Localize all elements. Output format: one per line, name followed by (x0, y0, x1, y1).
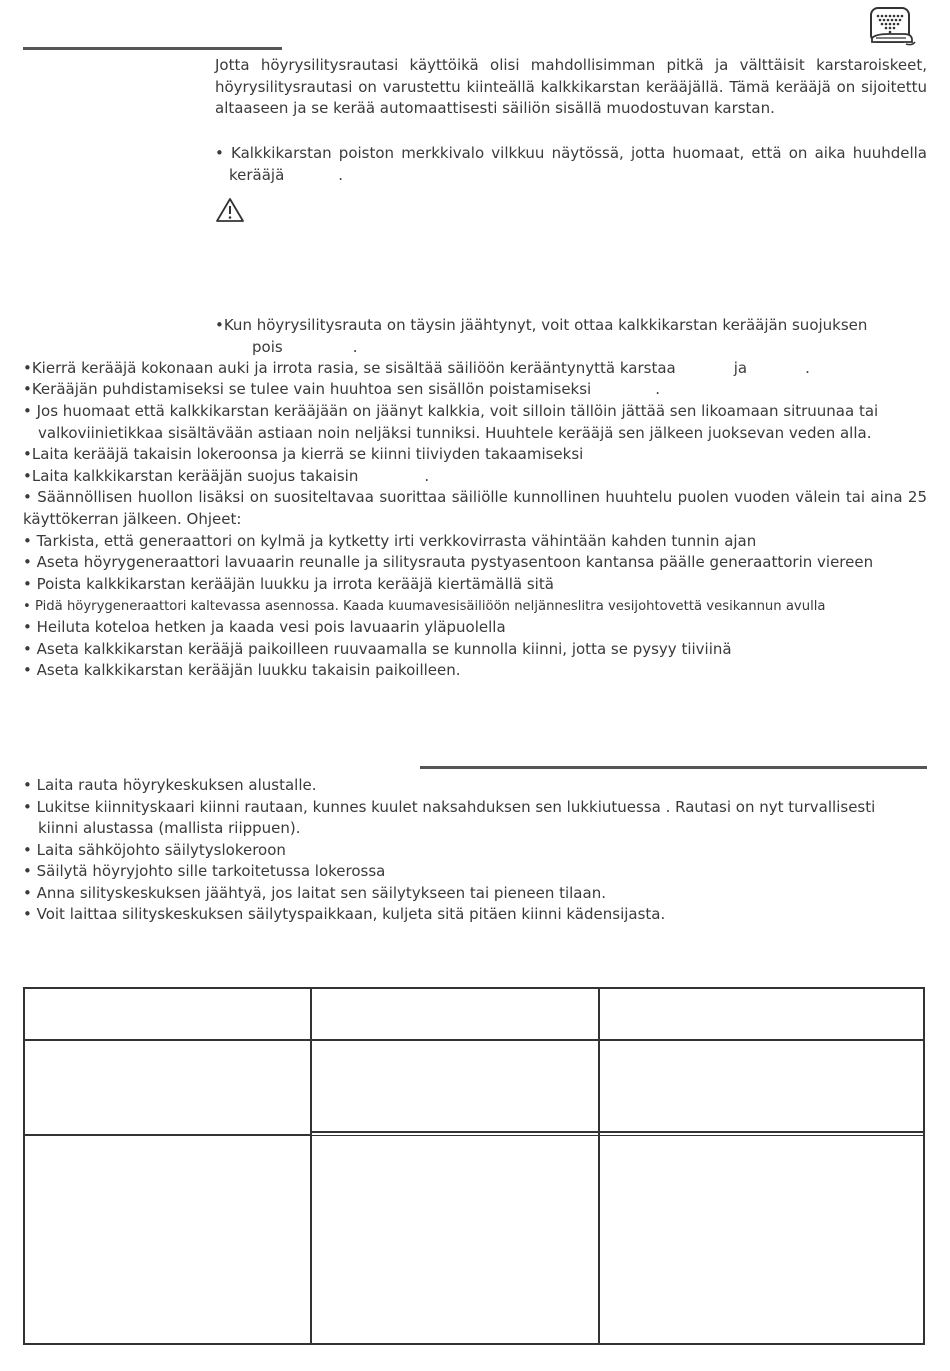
steam-iron-descaling-icon (866, 6, 916, 50)
step-soak: • Jos huomaat että kalkkikarstan kerääjään on jäänyt kalkkia, voit silloin tällöin jättää sen likoamaan sitruunaa tai (23, 402, 879, 420)
storage-heading-rule (420, 766, 927, 769)
rinse-step: • Aseta höyrygeneraattori lavuaarin reunalle ja silitysrauta pystyasentoon kantansa päälle generaattorin viereen (23, 553, 874, 571)
storage-step: • Säilytä höyryjohto sille tarkoitetussa lokerossa (23, 862, 386, 880)
bullet-warning-light-text: • Kalkkikarstan poiston merkkivalo vilkkuu näytössä, jotta huomaat, että on aika huuhdella kerääjä (215, 144, 927, 184)
step-reinsert: •Laita kerääjä takaisin lokeroonsa ja kierrä se kiinni tiiviyden takaamiseksi (23, 445, 584, 463)
bullet-cooled-pois: pois (252, 338, 283, 356)
step-rinse-collector-end: . (655, 380, 660, 398)
rinse-step: • Tarkista, että generaattori on kylmä ja kytketty irti verkkovirrasta vähintään kahden tunnin ajan (23, 532, 757, 550)
table-row-divider (23, 1039, 925, 1041)
rinse-step: • Heiluta koteloa hetken ja kaada vesi pois lavuaarin yläpuolella (23, 618, 506, 636)
storage-step: • Voit laittaa silityskeskuksen säilytyspaikkaan, kuljeta sitä pitäen kiinni kädensijasta. (23, 905, 666, 923)
rinse-step: • Aseta kalkkikarstan kerääjä paikoilleen ruuvaamalla se kunnolla kiinni, jotta se pysyy tiiviinä (23, 640, 732, 658)
intro-paragraph: Jotta höyrysilitysrautasi käyttöikä olisi mahdollisimman pitkä ja välttäisit karstaroiskeet, höyrysilitysrautasi on varustettu kiinteällä kalkkikarstan kerääjällä. Tämä kerääjä on sijoitettu altaaseen ja se kerää automaattisesti säiliön sisällä muodostuvan karstan. (215, 56, 927, 117)
step-maintenance: • Säännöllisen huollon lisäksi on suositeltavaa suorittaa säiliölle kunnollinen huuhtelu puolen vuoden välein tai aina 25 käyttökerran jälkeen. Ohjeet: (23, 488, 927, 528)
step-replace-cover-text: •Laita kalkkikarstan kerääjän suojus takaisin (23, 467, 359, 485)
storage-step: • Laita rauta höyrykeskuksen alustalle. (23, 776, 317, 794)
bullet-cooled-line2 (252, 337, 357, 358)
bullet-cooled-text: •Kun höyrysilitysrauta on täysin jäähtynyt, voit ottaa kalkkikarstan kerääjän suojuksen (215, 316, 868, 334)
step-rinse-collector-text: •Kerääjän puhdistamiseksi se tulee vain huuhtoa sen sisällön poistamiseksi (23, 380, 592, 398)
storage-step: • Anna silityskeskuksen jäähtyä, jos laitat sen säilytykseen tai pieneen tilaan. (23, 884, 606, 902)
step-soak-cont: valkoviinietikkaa sisältävään astiaan noin neljäksi tunniksi. Huuhtele kerääjä sen jälkeen juoksevan veden alla. (38, 424, 872, 442)
step-replace-cover (23, 466, 429, 487)
section-heading-rule (23, 47, 282, 50)
rinse-step: • Poista kalkkikarstan kerääjän luukku ja irrota kerääjä kiertämällä sitä (23, 575, 554, 593)
table-row-divider (312, 1131, 925, 1133)
step-unscrew-text: •Kierrä kerääjä kokonaan auki ja irrota rasia, se sisältää säiliöön kerääntynyttä karstaa (23, 359, 676, 377)
table-row-divider (23, 1134, 312, 1136)
rinse-step: • Aseta kalkkikarstan kerääjän luukku takaisin paikoilleen. (23, 661, 461, 679)
warning-triangle-icon (215, 197, 245, 223)
rinse-step: • Pidä höyrygeneraattori kaltevassa asennossa. Kaada kuumavesisäiliöön neljänneslitra vesijohtovettä vesikannun avulla (23, 599, 826, 614)
table-row-divider (312, 1135, 925, 1136)
step-unscrew (23, 358, 810, 379)
step-unscrew-end: . (805, 359, 810, 377)
bullet-cooled (215, 315, 927, 337)
step-rinse-collector (23, 379, 660, 400)
bullet-cooled-end: . (352, 338, 358, 356)
bullet-warning-light (215, 143, 927, 186)
storage-step: • Lukitse kiinnityskaari kiinni rautaan, kunnes kuulet naksahduksen sen lukkiutuessa . Rautasi on nyt turvallisesti (23, 798, 876, 816)
bullet-warning-light-end: . (338, 165, 344, 184)
step-replace-cover-end: . (424, 467, 430, 485)
step-unscrew-mid: ja (733, 359, 748, 377)
storage-step: • Laita sähköjohto säilytyslokeroon (23, 841, 286, 859)
storage-step-cont: kiinni alustassa (mallista riippuen). (38, 819, 301, 837)
